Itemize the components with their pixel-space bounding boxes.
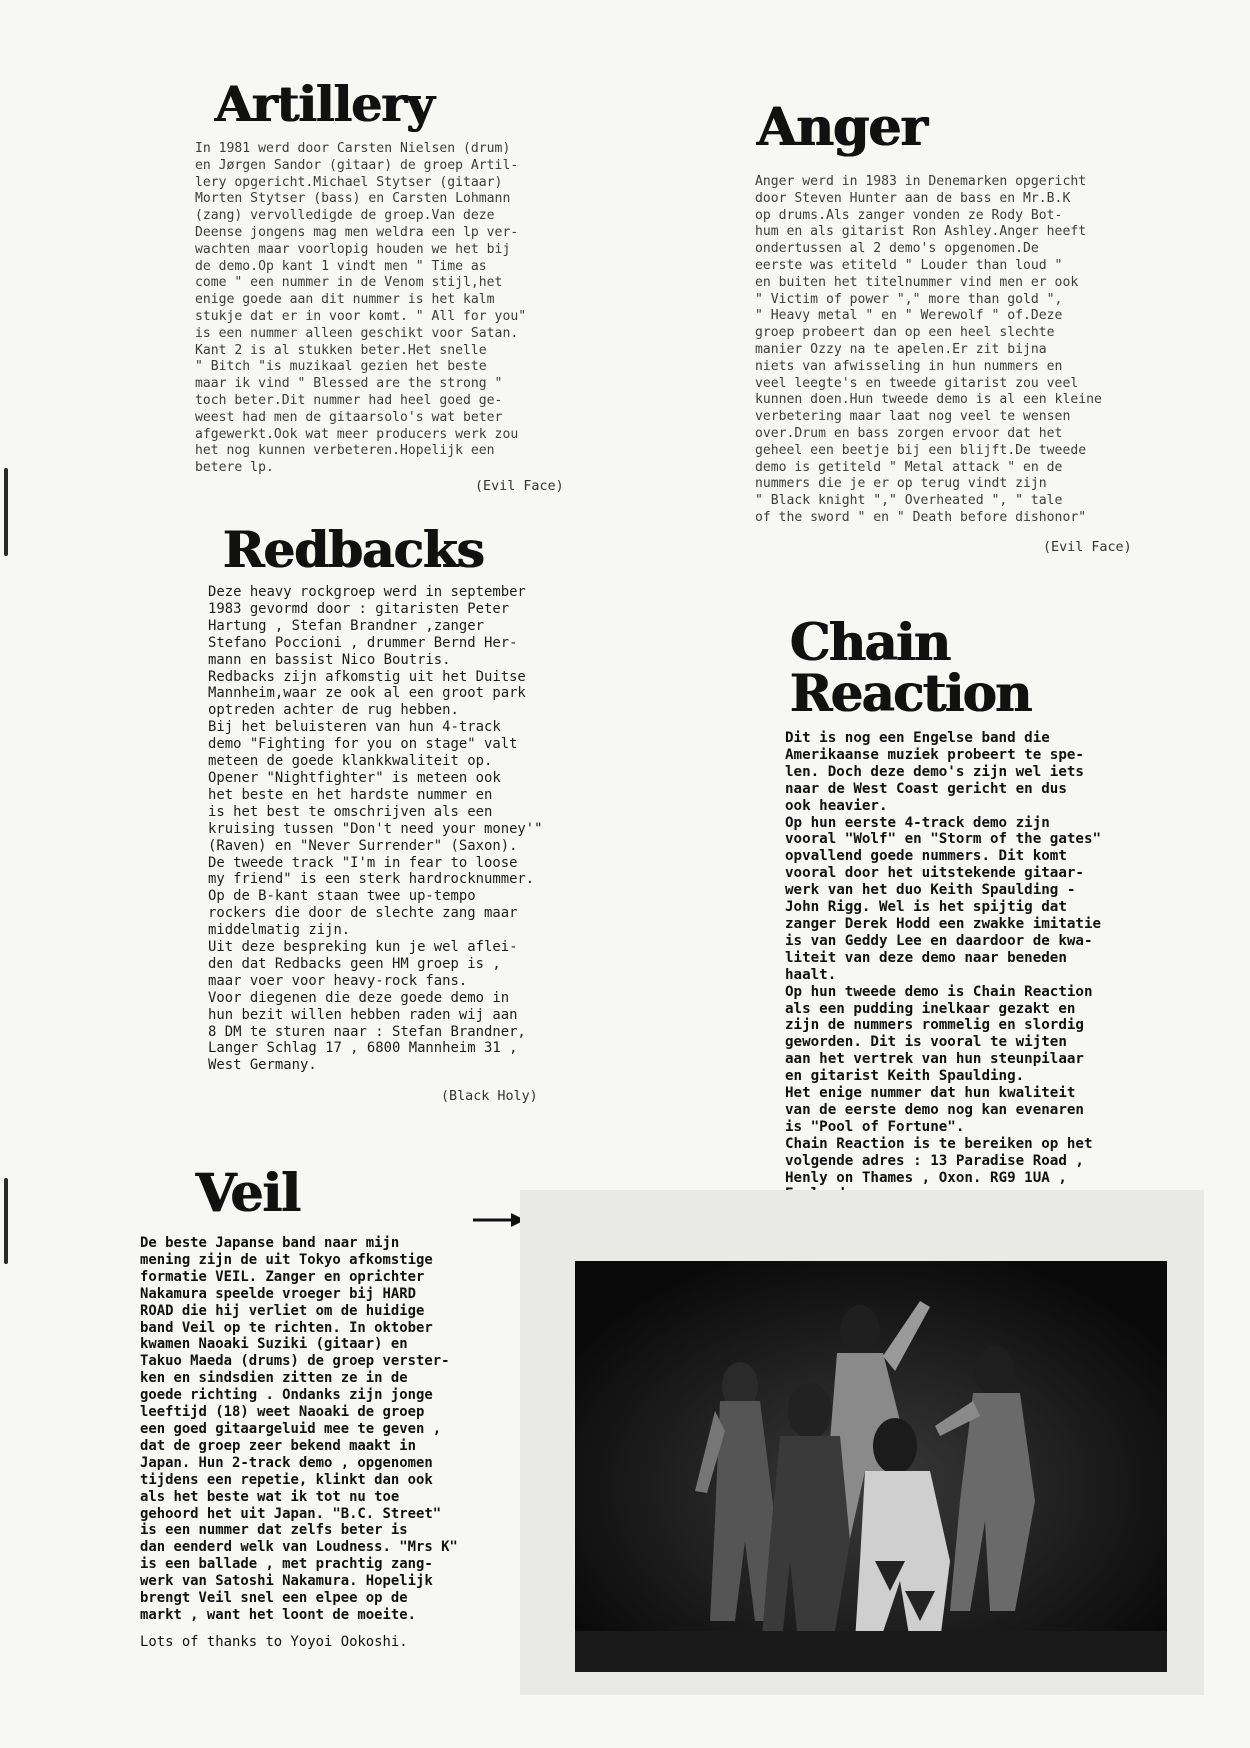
review-heading: Anger [757, 97, 927, 158]
review-veil [140, 1163, 540, 1651]
review-artillery [195, 75, 595, 477]
review-signature: (Black Holy) [441, 1089, 538, 1104]
review-body: Anger werd in 1983 in Denemarken opgericht door Steven Hunter aan de bass en Mr.B.K op drums.Als zanger vonden ze Rody Bot- hum en als gitarist Ron Ashley.Anger heeft ondertussen al 2 demo's opgenomen.De eerste was etiteld " Louder than loud " en buiten het titelnummer vind men er ook " Victim of power "," more than gold ", " Heavy metal " en " Werewolf " of.Deze groep probeert dan op een heel slechte manier Ozzy na te apelen.Er zit bijna niets van afwisseling in hun nummers en veel leegte's en tweede gitarist zou veel kunnen doen.Hun tweede demo is al een kleine verbetering maar laat nog veel te wensen over.Drum en bass zorgen ervoor dat het geheel een beetje bij een blijft.De tweede demo is getiteld " Metal attack " en de nummers die je er op terug vindt zijn " Black knight "," Overheated ", " tale of the sword " en " Death before dishonor" [755, 174, 1102, 525]
staple-mark [4, 1178, 8, 1264]
review-body: Dit is nog een Engelse band die Amerikaanse muziek probeert te spe- len. Doch deze demo's zijn wel iets naar de West Coast gericht en dus ook heavier. Op hun eerste 4-track demo zijn vooral "Wolf" en "Storm of the gates" opvallend goede nummers. Dit komt vooral door het uitstekende gitaar- werk van het duo Keith Spaulding - John Rigg. Wel is het spijtig dat zanger Derek Hodd een zwakke imitatie is van Geddy Lee en daardoor de kwa- liteit van deze demo naar beneden haalt. Op hun tweede demo is Chain Reaction als een pudding inelkaar gezakt en zijn de nummers rommelig en slordig geworden. Dit is vooral te wijten aan het vertrek van hun steunpilaar en gitarist Keith Spaulding. Het enige nummer dat hun kwaliteit van de eerste demo nog kan evenaren is "Pool of Fortune". Chain Reaction is te bereiken op het volgende adres : 13 Paradise Road , Henly on Thames , Oxon. RG9 1UA , [785, 730, 1102, 1186]
review-body: De beste Japanse band naar mijn mening zijn de uit Tokyo afkomstige formatie VEIL. Zanger en oprichter Nakamura speelde vroeger bij HARD ROAD die hij verliet om de huidige band Veil op te richten. In oktober kwamen Naoaki Suziki (gitaar) en Takuo Maeda (drums) de groep verster- ken en sindsdien zitten ze in de goede richting . Ondanks zijn jonge leeftijd (18) weet Naoaki de groep een goed gitaargeluid mee te geven , dat de groep zeer bekend maakt in Japan. Hun 2-track demo , opgenomen tijdens een repetie, klinkt dan ook als het beste wat ik tot nu toe gehoord het uit Japan. "B.C. Street" is een nummer dat zelfs beter is dan eenderd welk van Loudness. "Mrs K" is een ballade , met prachtig zang- werk van Satoshi Nakamura. Hopelijk brengt Veil snel een elpee op de markt , want het loont de moeite. [140, 1235, 458, 1623]
review-signature: (Evil Face) [1043, 540, 1132, 555]
review-heading: Veil [196, 1163, 301, 1224]
review-redbacks [208, 520, 588, 1074]
thanks-line: Lots of thanks to Yoyoi Ookoshi. [140, 1633, 408, 1650]
review-heading: Redbacks [223, 520, 484, 579]
review-signature: (Evil Face) [475, 479, 564, 494]
review-chain-reaction [785, 613, 1205, 1203]
review-heading: Chain Reaction [790, 613, 1031, 724]
review-body: Deze heavy rockgroep werd in september 1983 gevormd door : gitaristen Peter Hartung , Stefan Brandner ,zanger Stefano Poccioni , drummer Bernd Her- mann en bassist Nico Boutris. Redbacks zijn afkomstig uit het Duitse Mannheim,waar ze ook al een groot park optreden achter de rug hebben. Bij het beluisteren van hun 4-track demo "Fighting for you on stage" valt meteen de goede klankkwaliteit op. Opener "Nightfighter" is meteen ook het beste en het hardste nummer en is het best te omschrijven als een kruising tussen "Don't need your money'" (Raven) en "Never Surrender" (Saxon). De tweede track "I'm in fear to loose my friend" is een sterk hardrocknummer. Op de B-kant staan twee up-tempo rockers die door de slechte zang maar middelmatig zijn. Uit deze bespreking kun je wel aflei- den dat Redbacks geen HM groep is , maar voer voor heavy-rock fans. Voor diegenen die deze goede demo in hun bezit willen hebben raden wij aan 8 DM te sturen naar : Stefan Brandner, Langer Schlag 17 , 6800 Mannheim 31 , West Germany. [208, 584, 543, 1074]
right-arrow-icon [471, 1210, 527, 1234]
review-anger [755, 97, 1175, 527]
review-body: In 1981 werd door Carsten Nielsen (drum) en Jørgen Sandor (gitaar) de groep Artil- lery opgericht.Michael Stytser (gitaar) Morten Stytser (bass) en Carsten Lohmann (zang) vervolledigde de groep.Van deze Deense jongens mag men weldra een lp ver- wachten maar voorlopig houden we het bij de demo.Op kant 1 vindt men " Time as come " een nummer in de Venom stijl,het enige goede aan dit nummer is het kalm stukje dat er in voor komt. " All for you" is een nummer alleen geschikt voor Satan. Kant 2 is al stukken beter.Het snelle " Bitch "is muzikaal gezien het beste maar ik vind " Blessed are the strong " toch beter.Dit nummer had heel goed ge- weest had men de gitaarsolo's wat beter afgewerkt.Ook wat meer producers werk zou het nog kunnen verbeteren.Hopelijk een betere lp. [195, 141, 527, 476]
band-photo [575, 1261, 1167, 1672]
review-heading: Artillery [215, 75, 434, 133]
staple-mark [4, 468, 8, 556]
